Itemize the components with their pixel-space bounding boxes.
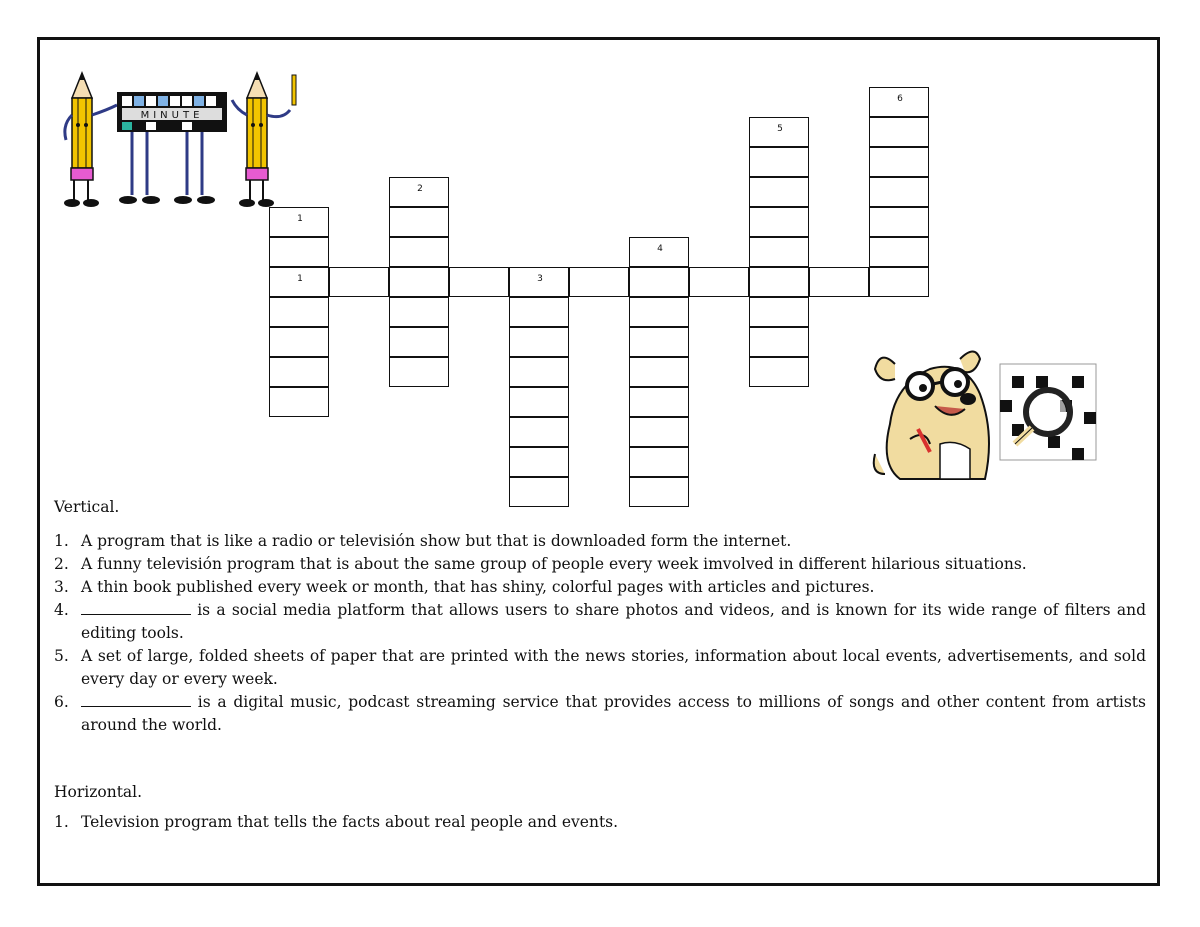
vertical-clue <box>54 553 1146 576</box>
grid-cell[interactable] <box>569 267 629 297</box>
vertical-clue-list <box>54 530 1146 737</box>
grid-cell[interactable] <box>749 177 809 207</box>
grid-cell[interactable] <box>629 387 689 417</box>
dog-icon <box>874 352 989 480</box>
grid-cell[interactable] <box>749 237 809 267</box>
grid-cell[interactable] <box>749 357 809 387</box>
clue-number: 1. <box>54 813 69 831</box>
grid-cell[interactable] <box>749 207 809 237</box>
grid-cell[interactable] <box>389 357 449 387</box>
clue-text: Television program that tells the facts about real people and events. <box>81 813 619 831</box>
clue-text: A funny televisión program that is about the same group of people every week imvolved in different hilarious situations. <box>81 555 1027 573</box>
clue-number: 3. <box>54 578 69 596</box>
horizontal-clue-list <box>54 811 1146 834</box>
vertical-clue <box>54 691 1146 737</box>
clue-number: 5. <box>54 647 69 665</box>
vertical-heading: Vertical. <box>54 498 120 516</box>
clue-number: 1 <box>297 274 303 284</box>
grid-cell[interactable] <box>269 297 329 327</box>
grid-cell[interactable] <box>869 147 929 177</box>
mini-crossword-icon <box>1000 364 1096 460</box>
logo-text: MINUTE <box>140 110 204 121</box>
grid-cell[interactable] <box>689 267 749 297</box>
grid-cell[interactable] <box>509 357 569 387</box>
grid-cell[interactable] <box>749 297 809 327</box>
pencil-mascots-illustration <box>62 70 312 215</box>
clue-number: 4. <box>54 601 69 619</box>
grid-cell[interactable] <box>809 267 869 297</box>
grid-cell[interactable] <box>329 267 389 297</box>
grid-cell[interactable] <box>389 327 449 357</box>
grid-cell[interactable] <box>869 237 929 267</box>
clue-number: 6. <box>54 693 69 711</box>
clue-number: 5 <box>777 124 783 134</box>
vertical-clue <box>54 599 1146 645</box>
clue-text: A thin book published every week or month, that has shiny, colorful pages with articles and pictures. <box>81 578 875 596</box>
grid-cell[interactable] <box>509 297 569 327</box>
clue-number: 1. <box>54 532 69 550</box>
grid-cell[interactable] <box>629 297 689 327</box>
grid-cell[interactable] <box>509 417 569 447</box>
clue-text: A program that is like a radio or televisión show but that is downloaded form the internet. <box>81 532 792 550</box>
grid-cell[interactable] <box>869 207 929 237</box>
horizontal-heading: Horizontal. <box>54 783 143 801</box>
horizontal-clue <box>54 811 1146 834</box>
grid-cell[interactable] <box>869 117 929 147</box>
minute-sign <box>117 92 227 204</box>
vertical-clue <box>54 530 1146 553</box>
clue-number: 2 <box>417 184 423 194</box>
grid-cell[interactable] <box>449 267 509 297</box>
grid-cell[interactable] <box>749 117 809 147</box>
clue-text: A set of large, folded sheets of paper that are printed with the news stories, information about local events, advertisements, and sold every day or every week. <box>81 647 1146 688</box>
grid-cell[interactable] <box>629 447 689 477</box>
grid-cell[interactable] <box>389 177 449 207</box>
grid-cell[interactable] <box>869 267 929 297</box>
grid-cell[interactable] <box>269 327 329 357</box>
grid-cell[interactable] <box>389 267 449 297</box>
answer-blank[interactable] <box>81 602 191 615</box>
grid-cell[interactable] <box>509 327 569 357</box>
grid-cell[interactable] <box>749 267 809 297</box>
grid-cell[interactable] <box>629 357 689 387</box>
grid-cell[interactable] <box>269 387 329 417</box>
grid-cell[interactable] <box>509 447 569 477</box>
grid-cell[interactable] <box>269 357 329 387</box>
grid-cell[interactable] <box>749 147 809 177</box>
grid-cell[interactable] <box>509 267 569 297</box>
vertical-clue <box>54 576 1146 599</box>
grid-cell[interactable] <box>869 87 929 117</box>
clue-text: is a social media platform that allows users to share photos and videos, and is known for its wide range of filters and editing tools. <box>81 601 1146 642</box>
clue-number: 6 <box>897 94 903 104</box>
grid-cell[interactable] <box>629 237 689 267</box>
grid-cell[interactable] <box>269 237 329 267</box>
grid-cell[interactable] <box>629 327 689 357</box>
dog-magnifier-illustration <box>870 344 1100 484</box>
grid-cell[interactable] <box>389 297 449 327</box>
vertical-clue <box>54 645 1146 691</box>
grid-cell[interactable] <box>389 237 449 267</box>
clue-number: 1 <box>297 214 303 224</box>
grid-cell[interactable] <box>749 327 809 357</box>
clue-text: is a digital music, podcast streaming service that provides access to millions of songs and other content from artists around the world. <box>81 693 1146 734</box>
grid-cell[interactable] <box>629 267 689 297</box>
clue-number: 2. <box>54 555 69 573</box>
clues-section <box>54 498 1146 834</box>
grid-cell[interactable] <box>869 177 929 207</box>
grid-cell[interactable] <box>629 417 689 447</box>
left-pencil-icon <box>64 73 117 207</box>
answer-blank[interactable] <box>81 694 191 707</box>
grid-cell[interactable] <box>269 267 329 297</box>
grid-cell[interactable] <box>389 207 449 237</box>
clue-number: 3 <box>537 274 543 284</box>
right-pencil-icon <box>232 73 296 207</box>
clue-number: 4 <box>657 244 663 254</box>
grid-cell[interactable] <box>509 387 569 417</box>
